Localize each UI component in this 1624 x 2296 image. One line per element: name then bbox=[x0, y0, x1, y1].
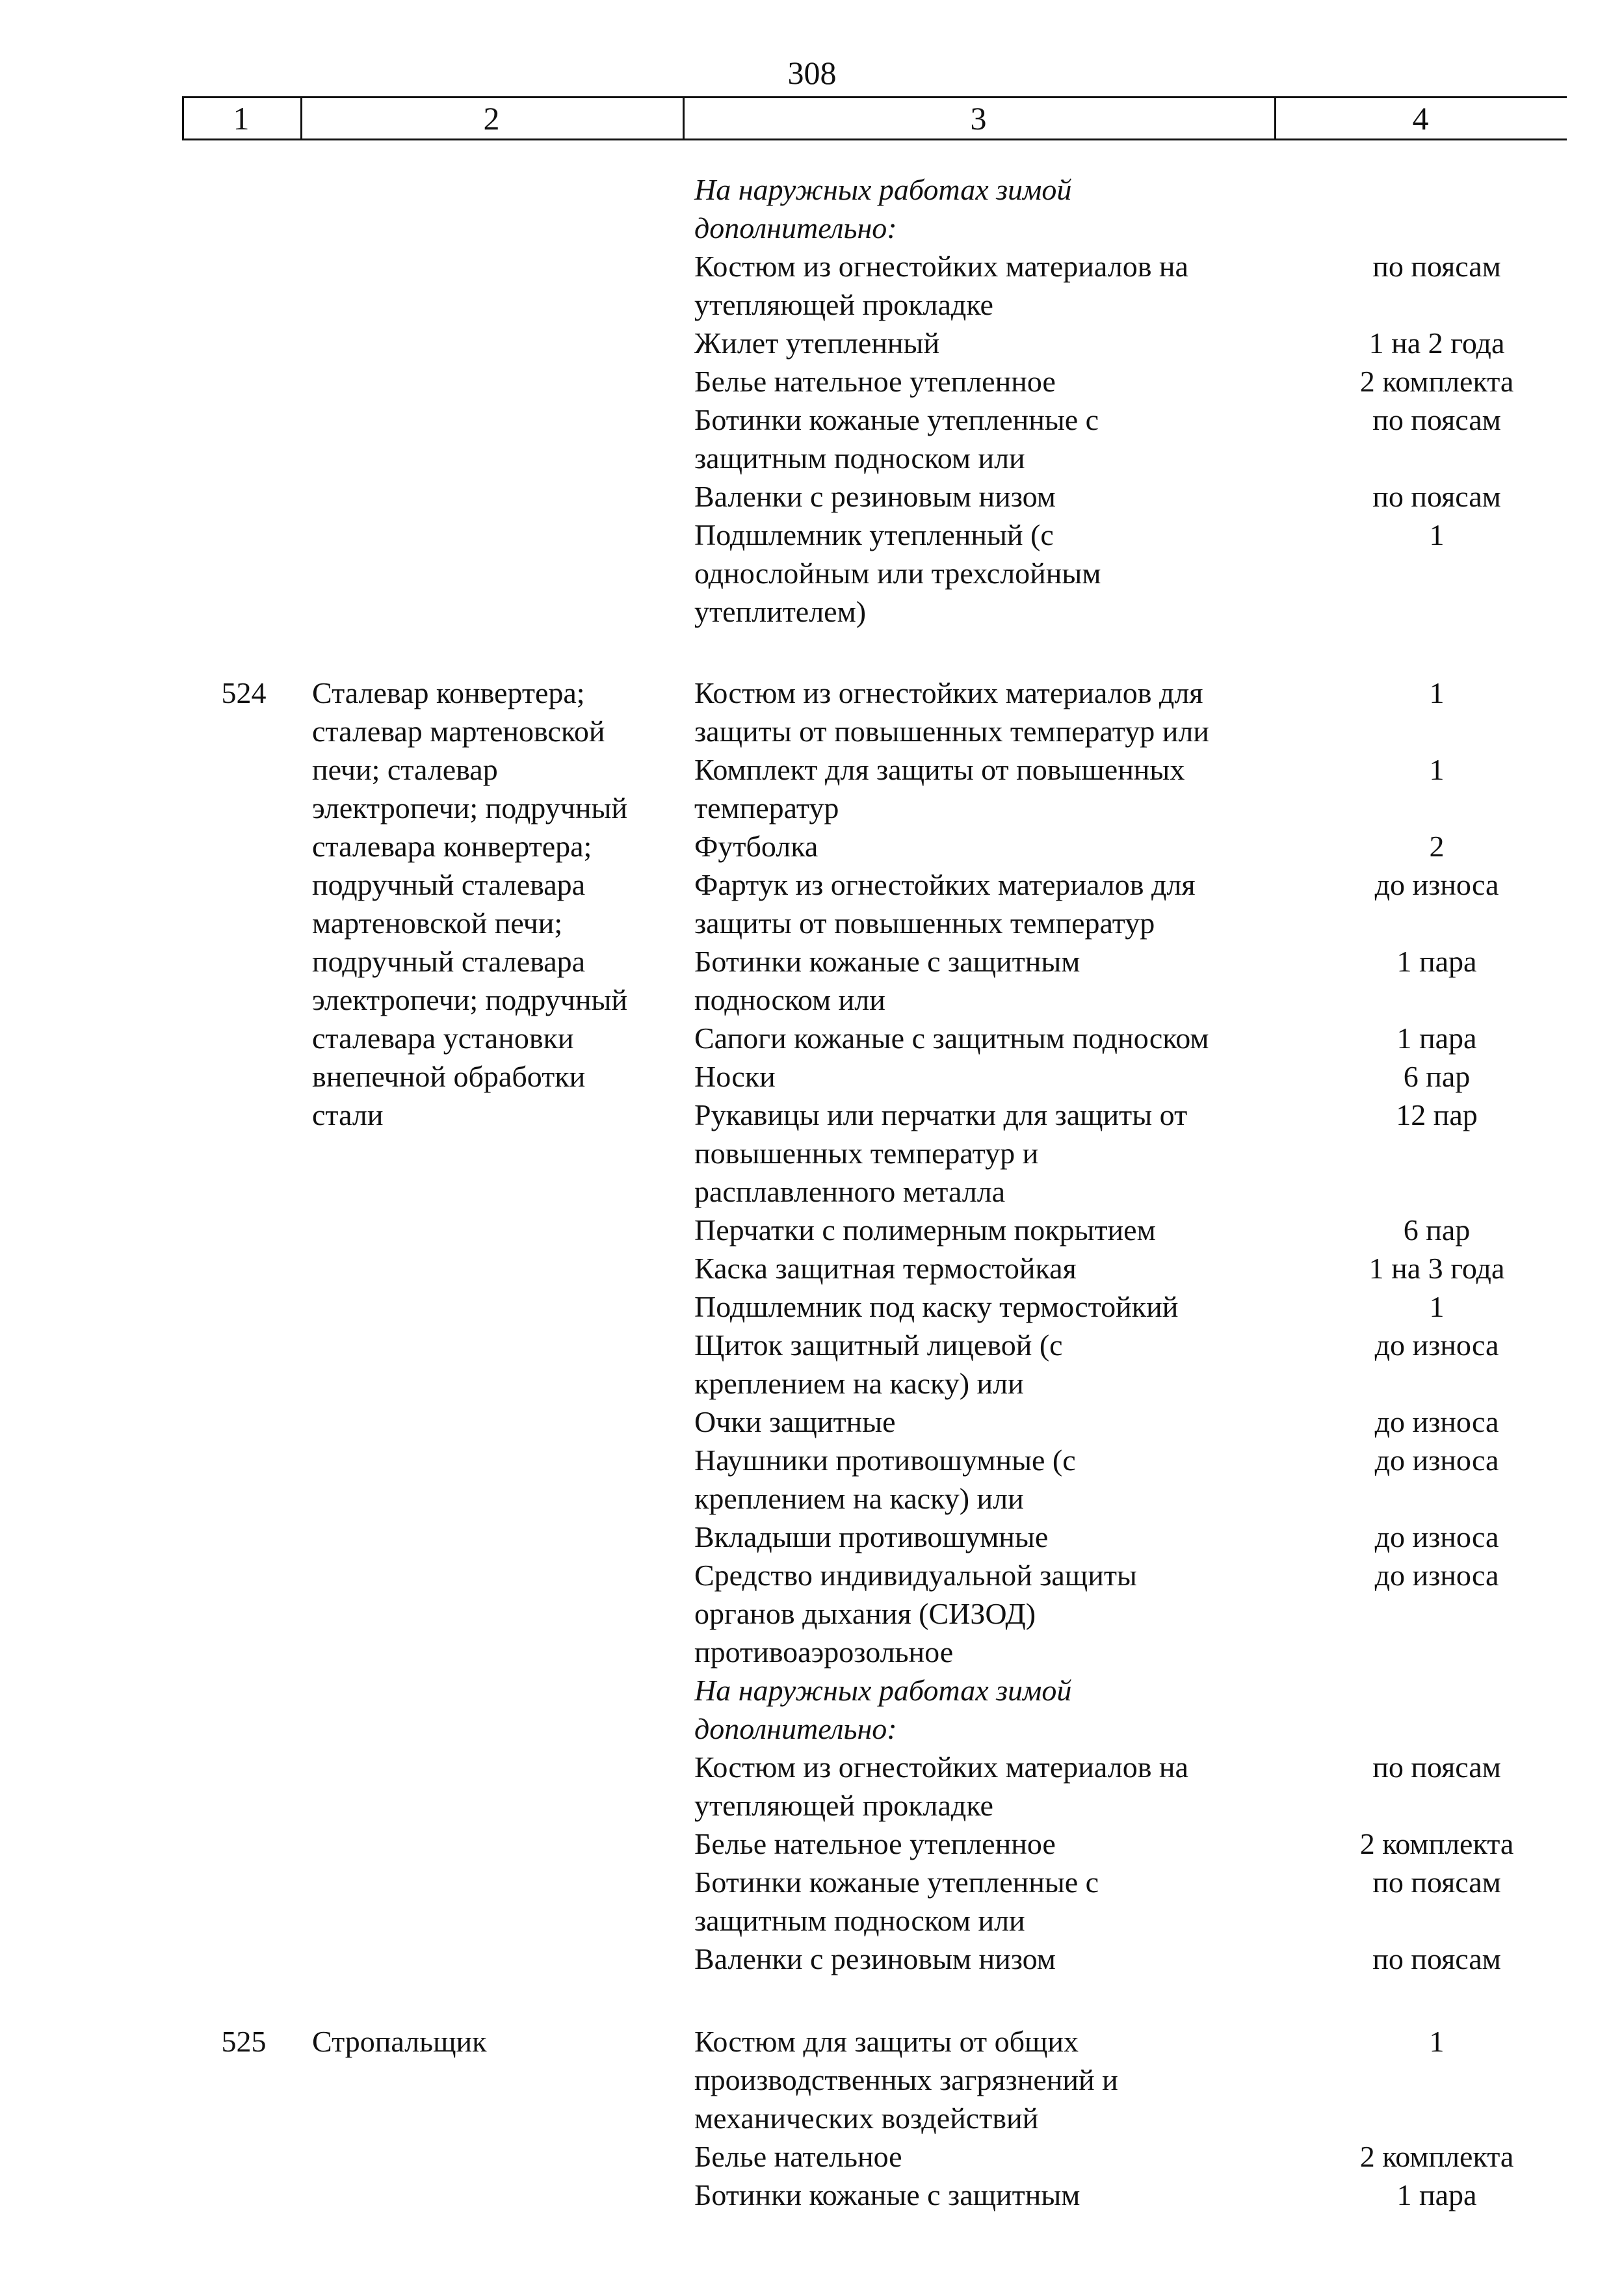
item-quantity: 12 пар bbox=[1396, 1098, 1478, 1131]
item-line: Перчатки с полимерным покрытием bbox=[694, 1213, 1156, 1247]
item-quantity: до износа bbox=[1374, 1520, 1499, 1553]
item-quantity: 6 пар bbox=[1403, 1060, 1471, 1093]
profession-line: подручный сталевара bbox=[312, 945, 586, 978]
section-note: дополнительно: bbox=[694, 211, 897, 244]
item-line: защиты от повышенных температур или bbox=[694, 715, 1209, 748]
profession-line: печи; сталевар bbox=[312, 753, 498, 786]
item-quantity: 6 пар bbox=[1403, 1213, 1471, 1247]
page-number: 308 bbox=[787, 55, 837, 91]
item-quantity: до износа bbox=[1374, 868, 1499, 901]
profession-line: Сталевар конвертера; bbox=[312, 676, 585, 709]
item-line: Белье нательное утепленное bbox=[694, 1827, 1056, 1860]
item-quantity: 1 пара bbox=[1396, 2178, 1477, 2211]
column-header-3: 3 bbox=[970, 100, 987, 137]
item-quantity: 1 bbox=[1429, 518, 1445, 551]
item-line: Очки защитные bbox=[694, 1405, 896, 1438]
item-line: утепляющей прокладке bbox=[694, 1789, 993, 1822]
column-header-2: 2 bbox=[483, 100, 500, 137]
item-line: креплением на каску) или bbox=[694, 1367, 1024, 1400]
item-quantity: 2 bbox=[1429, 830, 1445, 863]
item-quantity: 1 bbox=[1429, 676, 1445, 709]
item-quantity: 2 комплекта bbox=[1359, 1827, 1514, 1860]
item-line: Фартук из огнестойких материалов для bbox=[694, 868, 1196, 901]
item-quantity: 1 на 3 года bbox=[1369, 1252, 1505, 1285]
item-quantity: по поясам bbox=[1372, 403, 1501, 436]
item-line: Наушники противошумные (с bbox=[694, 1444, 1076, 1477]
item-line: Костюм из огнестойких материалов для bbox=[694, 676, 1203, 709]
item-line: Жилет утепленный bbox=[694, 326, 940, 360]
item-line: механических воздействий bbox=[694, 2102, 1039, 2135]
row-number: 525 bbox=[221, 2025, 267, 2058]
item-line: Щиток защитный лицевой (с bbox=[694, 1328, 1063, 1362]
item-line: Носки bbox=[694, 1060, 776, 1093]
item-line: Ботинки кожаные утепленные с bbox=[694, 1866, 1099, 1899]
section-note: дополнительно: bbox=[694, 1712, 897, 1745]
profession-line: внепечной обработки bbox=[312, 1060, 586, 1093]
item-line: Ботинки кожаные утепленные с bbox=[694, 403, 1099, 436]
item-quantity: 1 bbox=[1429, 753, 1445, 786]
item-quantity: по поясам bbox=[1372, 480, 1501, 513]
item-line: Костюм из огнестойких материалов на bbox=[694, 250, 1188, 283]
column-header-4: 4 bbox=[1412, 100, 1429, 137]
item-quantity: 2 комплекта bbox=[1359, 2140, 1514, 2173]
section-note: На наружных работах зимой bbox=[694, 1674, 1072, 1707]
item-line: защитным подноском или bbox=[694, 442, 1025, 475]
item-line: Белье нательное bbox=[694, 2140, 902, 2173]
item-quantity: 1 bbox=[1429, 1290, 1445, 1323]
item-line: Средство индивидуальной защиты bbox=[694, 1559, 1137, 1592]
profession-line: электропечи; подручный bbox=[312, 983, 627, 1016]
item-line: креплением на каску) или bbox=[694, 1482, 1024, 1515]
item-line: Подшлемник под каску термостойкий bbox=[694, 1290, 1179, 1323]
profession-line: сталевара конвертера; bbox=[312, 830, 592, 863]
item-quantity: до износа bbox=[1374, 1405, 1499, 1438]
profession-line: подручный сталевара bbox=[312, 868, 586, 901]
item-line: Валенки с резиновым низом bbox=[694, 480, 1056, 513]
item-line: Вкладыши противошумные bbox=[694, 1520, 1049, 1553]
item-quantity: по поясам bbox=[1372, 1750, 1501, 1784]
item-quantity: 2 комплекта bbox=[1359, 365, 1514, 398]
item-line: органов дыхания (СИЗОД) bbox=[694, 1597, 1036, 1630]
row-number: 524 bbox=[221, 676, 267, 709]
item-line: Белье нательное утепленное bbox=[694, 365, 1056, 398]
item-line: Футболка bbox=[694, 830, 819, 863]
item-quantity: 1 пара bbox=[1396, 1022, 1477, 1055]
item-line: расплавленного металла bbox=[694, 1175, 1006, 1208]
item-line: утепляющей прокладке bbox=[694, 288, 993, 321]
item-quantity: по поясам bbox=[1372, 250, 1501, 283]
profession-line: стали bbox=[312, 1098, 384, 1131]
item-line: противоаэрозольное bbox=[694, 1635, 954, 1669]
column-header-1: 1 bbox=[233, 100, 250, 137]
item-line: однослойным или трехслойным bbox=[694, 557, 1101, 590]
item-line: Рукавицы или перчатки для защиты от bbox=[694, 1098, 1188, 1131]
item-line: Каска защитная термостойкая bbox=[694, 1252, 1077, 1285]
item-quantity: до износа bbox=[1374, 1328, 1499, 1362]
item-line: повышенных температур и bbox=[694, 1137, 1039, 1170]
item-quantity: до износа bbox=[1374, 1444, 1499, 1477]
item-line: температур bbox=[694, 791, 839, 825]
item-line: Сапоги кожаные с защитным подноском bbox=[694, 1022, 1209, 1055]
item-line: Костюм для защиты от общих bbox=[694, 2025, 1079, 2058]
profession-line: мартеновской печи; bbox=[312, 906, 563, 940]
profession-line: сталевар мартеновской bbox=[312, 715, 605, 748]
item-line: Подшлемник утепленный (с bbox=[694, 518, 1054, 551]
section-note: На наружных работах зимой bbox=[694, 173, 1072, 206]
item-line: подноском или bbox=[694, 983, 885, 1016]
item-line: утеплителем) bbox=[694, 595, 867, 628]
item-quantity: по поясам bbox=[1372, 1942, 1501, 1975]
item-quantity: до износа bbox=[1374, 1559, 1499, 1592]
item-line: Комплект для защиты от повышенных bbox=[694, 753, 1185, 786]
item-quantity: 1 на 2 года bbox=[1369, 326, 1505, 360]
column-header-row bbox=[182, 96, 1567, 140]
item-line: Валенки с резиновым низом bbox=[694, 1942, 1056, 1975]
profession-line: электропечи; подручный bbox=[312, 791, 627, 825]
item-line: защиты от повышенных температур bbox=[694, 906, 1155, 940]
item-quantity: 1 bbox=[1429, 2025, 1445, 2058]
item-line: Ботинки кожаные с защитным bbox=[694, 945, 1080, 978]
profession-line: сталевара установки bbox=[312, 1022, 574, 1055]
item-line: Ботинки кожаные с защитным bbox=[694, 2178, 1080, 2211]
item-quantity: 1 пара bbox=[1396, 945, 1477, 978]
item-line: Костюм из огнестойких материалов на bbox=[694, 1750, 1188, 1784]
profession-line: Стропальщик bbox=[312, 2025, 487, 2058]
item-line: защитным подноском или bbox=[694, 1904, 1025, 1937]
item-quantity: по поясам bbox=[1372, 1866, 1501, 1899]
item-line: производственных загрязнений и bbox=[694, 2063, 1118, 2096]
